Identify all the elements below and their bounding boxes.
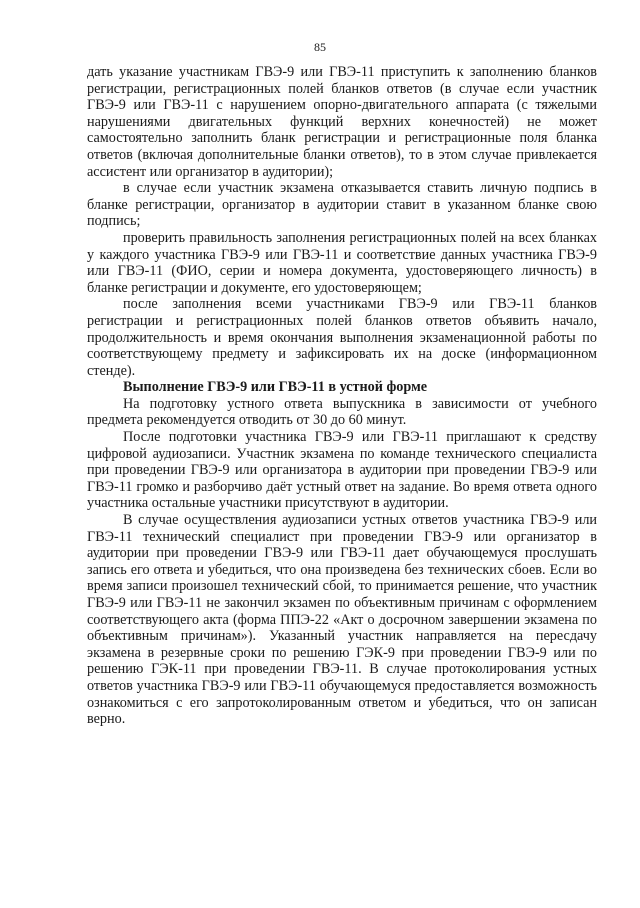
paragraph-check-fields: проверить правильность заполнения регистрационных полей на всех бланках у каждого участника ГВЭ-9 или ГВЭ-11 и соответствие данных участника ГВЭ-9 или ГВЭ-11 (ФИО, серии и номера документа, удостоверяющего личность) в бланке регистрации и документе, его удостоверяющем;: [87, 229, 597, 296]
paragraph-fill-forms: дать указание участникам ГВЭ-9 или ГВЭ-11 приступить к заполнению бланков регистрации, регистрационных полей бланков ответов (в случае если участник ГВЭ-9 или ГВЭ-11 с нарушением опорно-двигательного аппарата (с тяжелыми нарушениями двигательных функций верхних конечностей) не может самостоятельно заполнить бланк регистрации и регистрационные поля бланка ответов (включая дополнительные бланки ответов), то в этом случае привлекается ассистент или организатор в аудитории);: [87, 64, 597, 180]
page-number: 85: [314, 40, 326, 54]
paragraph-signature-refusal: в случае если участник экзамена отказывается ставить личную подпись в бланке регистрации, организатор в аудитории ставит в указанном бланке свою подпись;: [87, 180, 597, 230]
paragraph-recording-check: В случае осуществления аудиозаписи устных ответов участника ГВЭ-9 или ГВЭ-11 технический специалист при проведении ГВЭ-9 или организатор в аудитории при проведении ГВЭ-9 или ГВЭ-11 дает обучающемуся прослушать запись его ответа и убедиться, что она произведена без технических сбоев. Если во время записи произошел технический сбой, то принимается решение, что участник ГВЭ-9 или ГВЭ-11 не закончил экзамен по объективным причинам с оформлением соответствующего акта (форма ППЭ-22 «Акт о досрочном завершении экзамена по объективным причинам»). Указанный участник направляется на пересдачу экзамена в резервные сроки по решению ГЭК-9 при проведении ГВЭ-9 или по решению ГЭК-11 при проведении ГВЭ-11. В случае протоколирования устных ответов участника ГВЭ-9 или ГВЭ-11 обучающемуся предоставляется возможность ознакомиться с его запротоколированным ответом и убедиться, что он записан верно.: [87, 512, 597, 728]
section-title: Выполнение ГВЭ-9 или ГВЭ-11 в устной форме: [123, 379, 428, 396]
paragraph-announce-timing: после заполнения всеми участниками ГВЭ-9 или ГВЭ-11 бланков регистрации и регистрационных полей бланков ответов объявить начало, продолжительность и время окончания выполнения экзаменационной работы по соответствующему предмету и зафиксировать их на доске (информационном стенде).: [87, 296, 597, 379]
paragraph-preparation-time: На подготовку устного ответа выпускника в зависимости от учебного предмета рекомендуется отводить от 30 до 60 минут.: [87, 395, 597, 429]
paragraph-audio-recording: После подготовки участника ГВЭ-9 или ГВЭ-11 приглашают к средству цифровой аудиозаписи. Участник экзамена по команде технического специалиста при проведении ГВЭ-9 или организатора в аудитории при проведении ГВЭ-9 или ГВЭ-11 громко и разборчиво даёт устный ответ на задание. Во время ответа одного участника остальные участники присутствуют в аудитории.: [87, 429, 597, 512]
document-body: [87, 64, 597, 728]
